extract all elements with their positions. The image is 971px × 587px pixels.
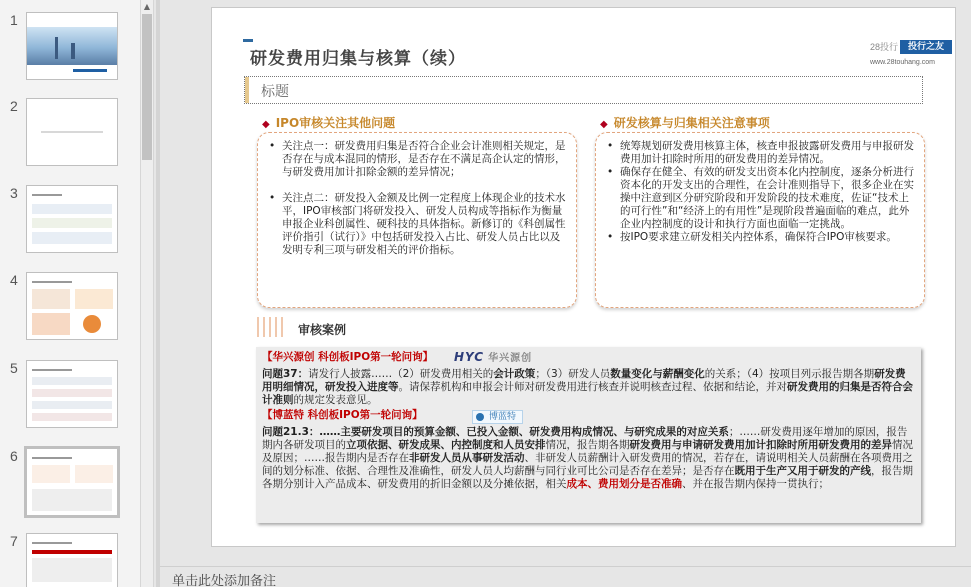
left-section-heading: ◆ IPO审核关注其他问题 xyxy=(262,116,396,130)
review-case-box[interactable] xyxy=(256,347,921,523)
case2-header xyxy=(262,409,915,426)
note-point: • 确保存在健全、有效的研发支出资本化内控制度，逐条分析进行资本化的开发支出的合理性，在会计准则指导下，很多企业在实操中注意到区分研究阶段和开发阶段的技术难度，佐证“技术上的可行性”和“经济上的有用性”是现阶段普遍面临的难点，此外企业内控制度的设计和执行方面也面临一定挑战。 xyxy=(606,166,914,231)
case1-header xyxy=(262,351,915,368)
bolante-logo-icon xyxy=(476,413,484,421)
thumbnail-number: 2 xyxy=(10,98,18,114)
notes-pane[interactable] xyxy=(160,566,971,587)
slide-canvas[interactable] xyxy=(211,7,956,547)
thumbnail-number: 3 xyxy=(10,185,18,201)
logo-url: www.28touhang.com xyxy=(870,59,935,66)
title-placeholder[interactable] xyxy=(244,76,923,104)
thumbnail-image[interactable] xyxy=(26,185,118,253)
thumbnail-number: 6 xyxy=(10,448,18,464)
thumbnail-image[interactable] xyxy=(26,360,118,428)
brand-logo xyxy=(866,40,956,70)
concern-point: • 关注点二：研发投入金额及比例一定程度上体现企业的技术水平，IPO审核部门将研发投入、研发人员构成等指标作为衡量申报企业科创属性、硬科技的具体指标。新修订的《科创属性评价指引（试行）》中包括研发投入占比、研发人员占比以及发明专利三项与研发相关的评价指标。 xyxy=(268,192,566,257)
scroll-up-arrow-icon[interactable]: ▲ xyxy=(143,2,151,11)
bolante-logo: 博蓝特 xyxy=(472,410,523,424)
thumbnail-number: 7 xyxy=(10,533,18,549)
review-cases-heading: 审核案例 xyxy=(298,323,347,337)
scroll-thumb[interactable] xyxy=(142,14,152,160)
diamond-bullet-icon: ◆ xyxy=(262,119,270,130)
decorative-stripes xyxy=(257,317,285,337)
slide-thumbnail-pane xyxy=(0,0,140,587)
thumbnail-number: 1 xyxy=(10,12,18,28)
thumbnail-image[interactable] xyxy=(26,12,118,80)
concern-point: • 关注点一：研发费用归集是否符合企业会计准则相关规定，是否存在与成本混同的情形，是否存在不满足高企认定的情形，与研发费用加计扣除金额的差异情况； xyxy=(268,140,566,179)
slide-title[interactable]: 研发费用归集与核算（续） xyxy=(250,49,466,69)
hyc-logo: HYC 华兴源创 xyxy=(454,350,533,364)
note-point: • 按IPO要求建立研发相关内控体系，确保符合IPO审核要求。 xyxy=(606,231,914,244)
placeholder-text: 标题 xyxy=(261,84,289,100)
logo-badge: 投行之友 xyxy=(900,40,952,54)
accounting-notes-box[interactable] xyxy=(595,132,925,308)
logo-prefix: 28投行 xyxy=(870,42,899,52)
placeholder-accent-bar xyxy=(245,77,249,103)
thumbnail-image[interactable] xyxy=(26,272,118,340)
note-point: • 统筹规划研发费用核算主体，核查申报披露研发费用与申报研发费用加计扣除时所用的研发费用的差异情况。 xyxy=(606,140,914,166)
slide-editor xyxy=(160,0,971,566)
title-accent-bar xyxy=(243,39,253,42)
case2-question: 问题21.3：……主要研发项目的预算金额、已投入金额、研发费用构成情况、与研究成果的对应关系；……研发费用逐年增加的原因，报告期内各研发项目的立项依据、研发成果、内控制度和人员安排情况，报告期各期研发费用与申请研发费用加计扣除时所用研发费用的差异情况及原因；……报告期内是否存在非研发人员从事研发活动、非研发人员薪酬计入研发费用的情况，若存在，请说明相关人员薪酬在各项费用之间的划分标准、依据、合理性及准确性，研发人员人均薪酬与同行业可比公司是否存在差异；是否存在既用于生产又用于研发的产线，报告期各期分别计入产品成本、研发费用的折旧金额以及分摊依据，相关成本、费用划分是否准确、并在报告期内保持一贯执行； xyxy=(262,426,913,490)
thumbnail-scrollbar[interactable] xyxy=(140,0,154,587)
thumbnail-image[interactable] xyxy=(26,533,118,587)
diamond-bullet-icon: ◆ xyxy=(600,119,608,130)
thumbnail-number: 4 xyxy=(10,272,18,288)
right-section-heading: ◆ 研发核算与归集相关注意事项 xyxy=(600,116,770,130)
ipo-concerns-box[interactable] xyxy=(257,132,577,308)
notes-placeholder[interactable]: 单击此处添加备注 xyxy=(172,574,277,587)
thumbnail-image[interactable] xyxy=(26,448,118,516)
case1-tag: 【华兴源创 科创板IPO第一轮问询】 xyxy=(262,351,434,363)
case2-tag: 【博蓝特 科创板IPO第一轮问询】 xyxy=(262,409,423,421)
thumbnail-image[interactable] xyxy=(26,98,118,166)
thumbnail-number: 5 xyxy=(10,360,18,376)
case1-question: 问题37：请发行人披露……（2）研发费用相关的会计政策；（3）研发人员数量变化与薪酬变化的关系；（4）按项目列示报告期各期研发费用明细情况，研发投入进度等。请保荐机构和申报会计师对研发费用进行核查并说明核查过程、依据和结论，并对研发费用的归集是否符合会计准则的规定发表意见。 xyxy=(262,368,913,406)
